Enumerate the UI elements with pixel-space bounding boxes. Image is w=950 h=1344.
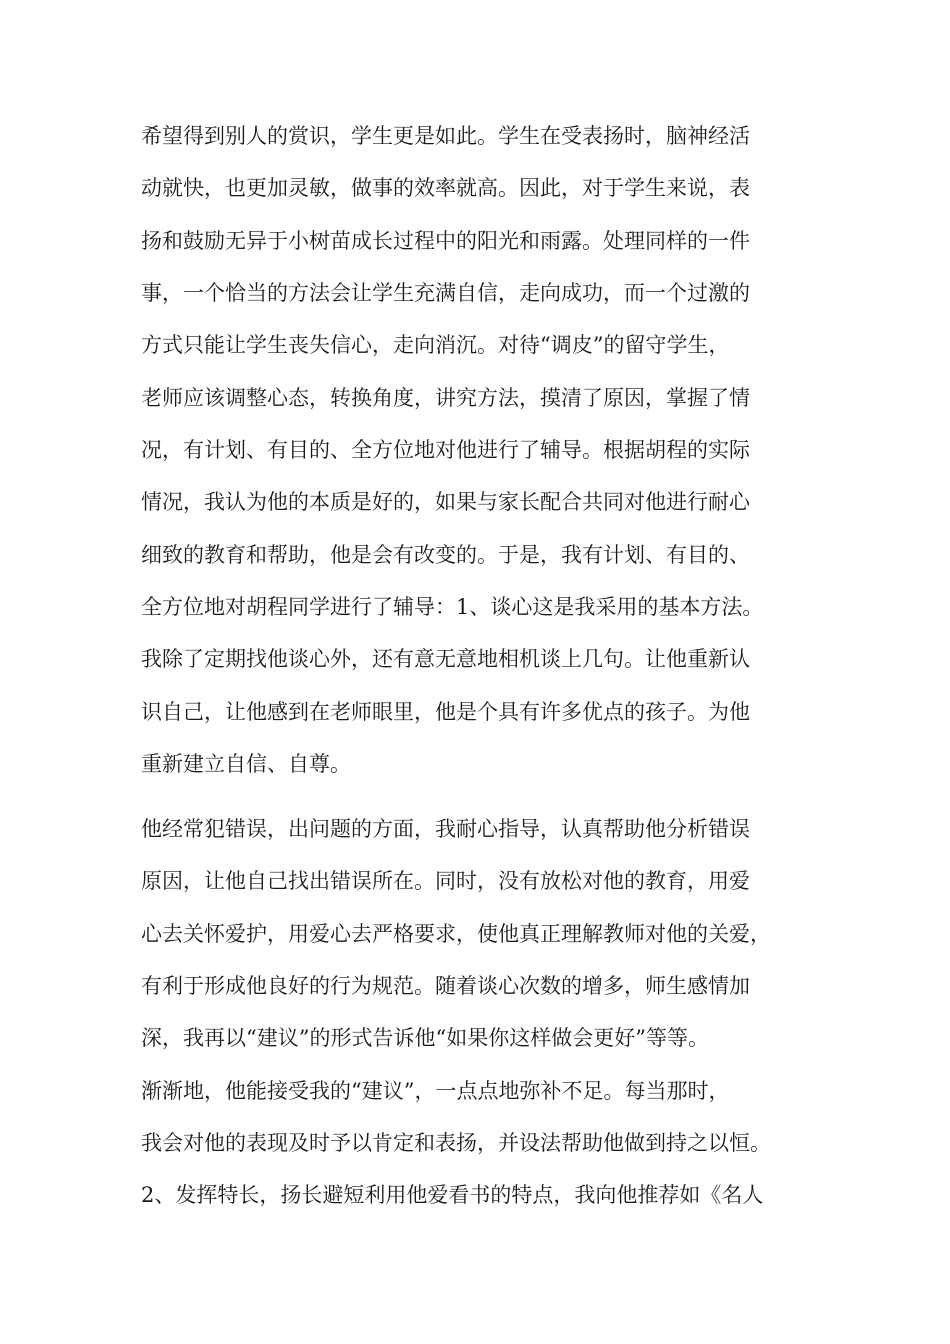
text-line: 有利于形成他良好的行为规范。随着谈心次数的增多，师生感情加 [141, 974, 750, 998]
text-line: 全方位地对胡程同学进行了辅导：1、谈心这是我采用的基本方法。 [141, 595, 764, 619]
text-line: 事，一个恰当的方法会让学生充满自信，走向成功，而一个过激的 [141, 281, 750, 305]
text-line: 情况，我认为他的本质是好的，如果与家长配合共同对他进行耐心 [141, 490, 750, 514]
text-line: 渐渐地，他能接受我的“建议”，一点点地弥补不足。每当那时， [141, 1079, 730, 1103]
text-line: 重新建立自信、自尊。 [141, 752, 351, 776]
text-line: 希望得到别人的赏识，学生更是如此。学生在受表扬时，脑神经活 [141, 124, 750, 148]
text-line: 扬和鼓励无异于小树苗成长过程中的阳光和雨露。处理同样的一件 [141, 229, 750, 253]
text-line: 方式只能让学生丧失信心，走向消沉。对待“调皮”的留守学生， [141, 333, 730, 357]
text-line: 心去关怀爱护，用爱心去严格要求，使他真正理解教师对他的关爱， [141, 922, 771, 946]
text-line: 他经常犯错误，出问题的方面，我耐心指导，认真帮助他分析错误 [141, 817, 750, 841]
text-line: 老师应该调整心态，转换角度，讲究方法，摸清了原因，掌握了情 [141, 386, 750, 410]
text-line: 深，我再以“建议”的形式告诉他“如果你这样做会更好”等等。 [141, 1026, 709, 1050]
text-line: 我除了定期找他谈心外，还有意无意地相机谈上几句。让他重新认 [141, 647, 750, 671]
text-line: 2、发挥特长，扬长避短利用他爱看书的特点，我向他推荐如《名人 [141, 1183, 764, 1207]
text-line: 原因，让他自己找出错误所在。同时，没有放松对他的教育，用爱 [141, 869, 750, 893]
text-line: 识自己，让他感到在老师眼里，他是个具有许多优点的孩子。为他 [141, 700, 750, 724]
text-line: 况，有计划、有目的、全方位地对他进行了辅导。根据胡程的实际 [141, 438, 750, 462]
text-line: 我会对他的表现及时予以肯定和表扬，并设法帮助他做到持之以恒。 [141, 1131, 771, 1155]
text-line: 动就快，也更加灵敏，做事的效率就高。因此，对于学生来说，表 [141, 176, 750, 200]
text-line: 细致的教育和帮助，他是会有改变的。于是，我有计划、有目的、 [141, 543, 750, 567]
